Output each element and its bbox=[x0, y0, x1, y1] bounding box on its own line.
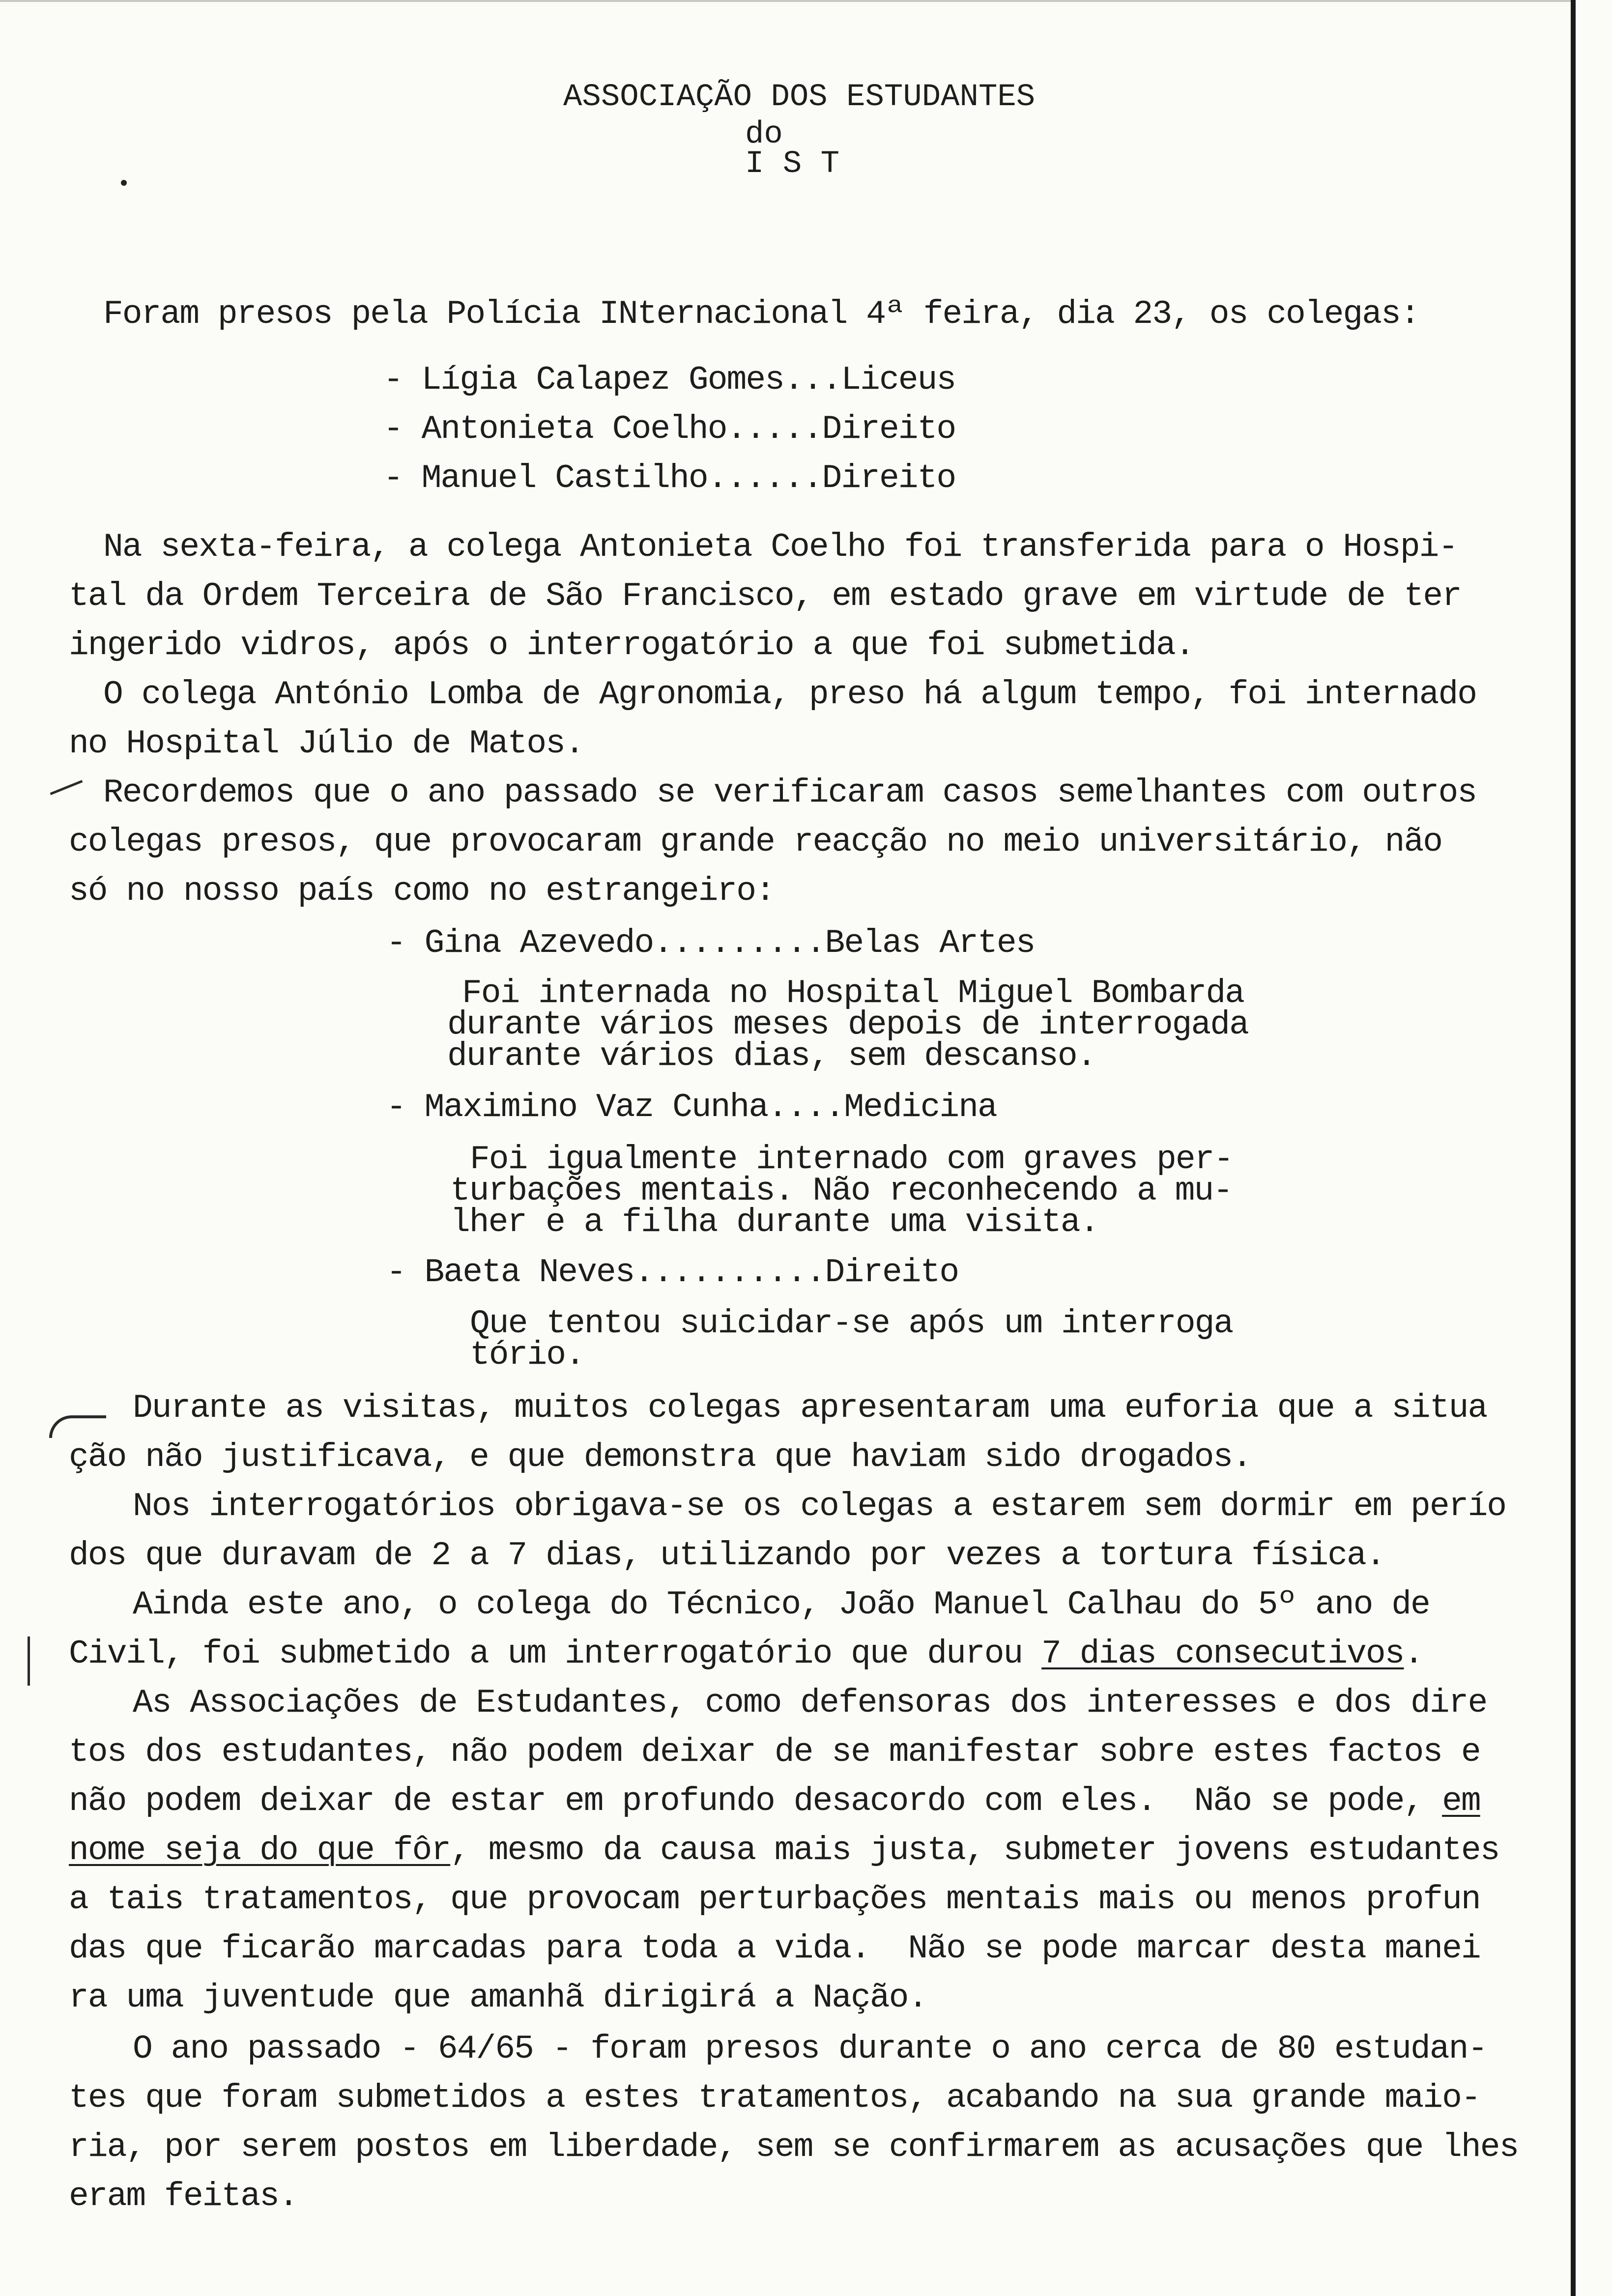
paragraph-line bbox=[69, 1782, 1480, 1821]
case-description: durante vários dias, sem descanso. bbox=[447, 1037, 1096, 1075]
paragraph-line: ria, por serem postos em liberdade, sem se confirmarem as acusações que lhes bbox=[69, 2128, 1519, 2166]
case-description: Foi igualmente internado com graves per- bbox=[470, 1141, 1233, 1178]
case-name: - Maximino Vaz Cunha....Medicina bbox=[386, 1089, 997, 1126]
paragraph-line bbox=[69, 1635, 1423, 1674]
text-segment: , mesmo da causa mais justa, submeter jovens estudantes bbox=[450, 1832, 1499, 1869]
paragraph-line: ção não justificava, e que demonstra que haviam sido drogados. bbox=[69, 1438, 1252, 1476]
case-name: - Gina Azevedo.........Belas Artes bbox=[386, 924, 1035, 962]
prisoner-item: - Antonieta Coelho.....Direito bbox=[383, 410, 956, 448]
stray-dot bbox=[121, 180, 127, 186]
pen-mark bbox=[50, 780, 83, 795]
paragraph-line: As Associações de Estudantes, como defensoras dos interesses e dos dire bbox=[133, 1684, 1487, 1722]
header-ist: I S T bbox=[745, 146, 840, 182]
paragraph-line: tal da Ordem Terceira de São Francisco, em estado grave em virtude de ter bbox=[69, 577, 1461, 615]
underlined-text: 7 dias consecutivos bbox=[1041, 1635, 1404, 1673]
paragraph-line: Nos interrogatórios obrigava-se os colegas a estarem sem dormir em perío bbox=[133, 1488, 1506, 1525]
paragraph-line: Recordemos que o ano passado se verificaram casos semelhantes com outros bbox=[103, 774, 1477, 812]
paragraph-line: dos que duravam de 2 a 7 dias, utilizando por vezes a tortura física. bbox=[69, 1537, 1385, 1575]
header-title: ASSOCIAÇÃO DOS ESTUDANTES bbox=[563, 80, 1036, 115]
paragraph-line bbox=[69, 1831, 1499, 1870]
underlined-text: em bbox=[1442, 1782, 1480, 1820]
paragraph-line: ingerido vidros, após o interrogatório a que foi submetida. bbox=[69, 627, 1194, 664]
case-description: turbações mentais. Não reconhecendo a mu- bbox=[450, 1172, 1233, 1210]
text-segment: Civil, foi submetido a um interrogatório que durou bbox=[69, 1635, 1042, 1673]
pen-mark bbox=[49, 1415, 106, 1438]
prisoner-item: - Lígia Calapez Gomes...Liceus bbox=[383, 361, 956, 399]
paragraph-line: ra uma juventude que amanhã dirigirá a Nação. bbox=[69, 1979, 927, 2017]
case-description: tório. bbox=[470, 1336, 584, 1374]
text-segment: não podem deixar de estar em profundo desacordo com eles. Não se pode, bbox=[69, 1782, 1442, 1820]
paragraph-line: Ainda este ano, o colega do Técnico, João Manuel Calhau do 5º ano de bbox=[133, 1586, 1430, 1624]
margin-tick bbox=[28, 1636, 30, 1686]
underlined-text: nome seja do que fôr bbox=[69, 1832, 451, 1869]
paragraph-line: só no nosso país como no estrangeiro: bbox=[69, 872, 775, 910]
paragraph-line: tes que foram submetidos a estes tratamentos, acabando na sua grande maio- bbox=[69, 2079, 1480, 2117]
header-subtitle: do bbox=[745, 117, 783, 152]
prisoner-item: - Manuel Castilho......Direito bbox=[383, 459, 956, 497]
top-edge-shadow bbox=[0, 0, 1571, 2]
paragraph-line: Na sexta-feira, a colega Antonieta Coelho foi transferida para o Hospi- bbox=[103, 528, 1458, 566]
paragraph-line: O colega António Lomba de Agronomia, preso há algum tempo, foi internado bbox=[103, 676, 1477, 714]
intro-line: Foram presos pela Polícia INternacional 4ª feira, dia 23, os colegas: bbox=[103, 295, 1419, 333]
paragraph-line: no Hospital Júlio de Matos. bbox=[69, 725, 584, 763]
case-description: Foi internada no Hospital Miguel Bombarda bbox=[462, 975, 1244, 1012]
paragraph-line: das que ficarão marcadas para toda a vida. Não se pode marcar desta manei bbox=[69, 1930, 1480, 1968]
case-description: lher e a filha durante uma visita. bbox=[450, 1204, 1099, 1241]
case-description: durante vários meses depois de interrogada bbox=[447, 1006, 1248, 1044]
paragraph-line: a tais tratamentos, que provocam perturbações mentais mais ou menos profun bbox=[69, 1881, 1480, 1919]
paragraph-line: tos dos estudantes, não podem deixar de se manifestar sobre estes factos e bbox=[69, 1733, 1480, 1771]
case-name: - Baeta Neves..........Direito bbox=[386, 1254, 959, 1292]
text-segment: . bbox=[1404, 1635, 1423, 1673]
case-description: Que tentou suicidar-se após um interroga bbox=[470, 1305, 1233, 1343]
page-margin-rule bbox=[1571, 0, 1576, 2296]
paragraph-line: eram feitas. bbox=[69, 2178, 298, 2215]
paragraph-line: O ano passado - 64/65 - foram presos durante o ano cerca de 80 estudan- bbox=[133, 2030, 1487, 2068]
paragraph-line: Durante as visitas, muitos colegas apresentaram uma euforia que a situa bbox=[133, 1389, 1487, 1427]
paragraph-line: colegas presos, que provocaram grande reacção no meio universitário, não bbox=[69, 823, 1442, 861]
